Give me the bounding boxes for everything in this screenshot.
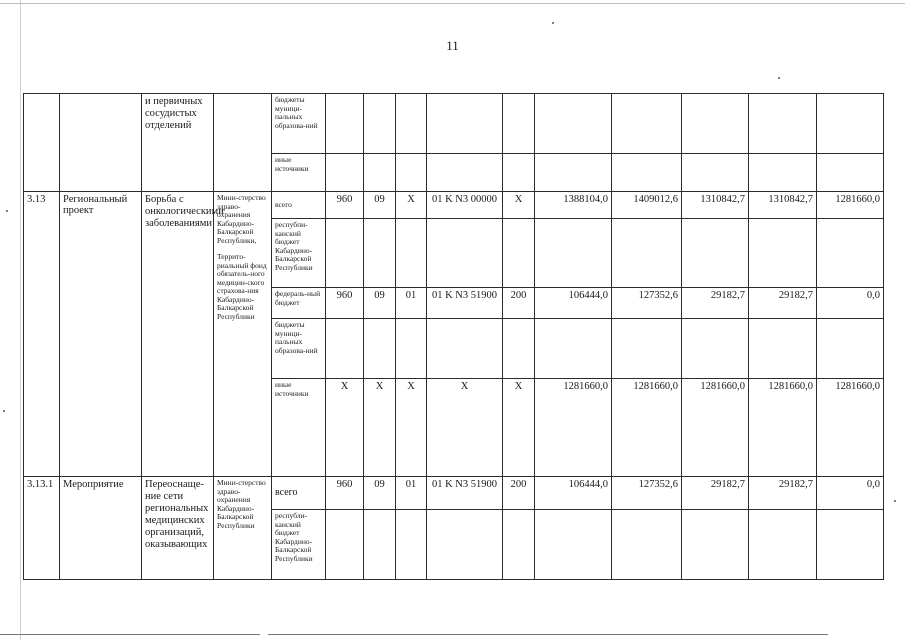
cell-source-municipal: бюджеты муници-пальных образова-ний: [272, 94, 326, 154]
cell-index: 3.13: [24, 192, 60, 477]
cell-code-expense-type: 200: [503, 288, 535, 319]
cell-value: 1281660,0: [817, 192, 884, 219]
scan-bottom-rule-left: [0, 634, 260, 635]
cell-executor: [214, 192, 272, 477]
cell-code-expense-type: 200: [503, 477, 535, 510]
cell-code-subsection: X: [396, 379, 427, 477]
cell-source-total: всего: [272, 477, 326, 510]
cell-code-section: 09: [364, 477, 396, 510]
cell-value: 1310842,7: [749, 192, 817, 219]
cell-executor: Мини-стерство здраво-охранения Кабардино-Балкарской Республики: [214, 477, 272, 580]
cell-value: 1281660,0: [749, 379, 817, 477]
table-row: [24, 94, 884, 154]
cell-code-expense-type: X: [503, 192, 535, 219]
cell-code-subsection: 01: [396, 477, 427, 510]
cell-source-total: всего: [272, 192, 326, 219]
cell-code-target: 01 K N3 51900: [427, 288, 503, 319]
executor-ministry: Мини-стерство здраво-охранения Кабардино-Балкарской Республики,: [217, 193, 266, 245]
cell-code-target: X: [427, 379, 503, 477]
cell-value: 1409012,6: [612, 192, 682, 219]
cell-index-empty: [24, 94, 60, 192]
cell-value: 127352,6: [612, 477, 682, 510]
cell-value: 0,0: [817, 477, 884, 510]
scan-speck: [894, 500, 896, 502]
cell-source-municipal: бюджеты муници-пальных образова-ний: [272, 319, 326, 379]
table-row: [24, 477, 884, 510]
cell-value: 1281660,0: [682, 379, 749, 477]
cell-type-empty: [60, 94, 142, 192]
cell-value: 127352,6: [612, 288, 682, 319]
cell-code-ministry: 960: [326, 192, 364, 219]
cell-value: 1310842,7: [682, 192, 749, 219]
cell-value: 29182,7: [682, 288, 749, 319]
cell-value: 29182,7: [749, 288, 817, 319]
budget-table: [23, 93, 884, 580]
cell-code-section: 09: [364, 192, 396, 219]
cell-value: 29182,7: [749, 477, 817, 510]
cell-value: 0,0: [817, 288, 884, 319]
cell-source-federal: федераль-ный бюджет: [272, 288, 326, 319]
cell-value: 106444,0: [535, 288, 612, 319]
scan-bottom-rule-right: [268, 634, 828, 635]
cell-value: 29182,7: [682, 477, 749, 510]
scan-edge-line: [20, 0, 21, 640]
cell-value: 1388104,0: [535, 192, 612, 219]
table-row: [24, 192, 884, 219]
cell-name: Переоснаще-ние сети региональных медицинских организаций, оказывающих: [142, 477, 214, 580]
cell-code-section: X: [364, 379, 396, 477]
scan-speck: [778, 77, 780, 79]
cell-value: 1281660,0: [535, 379, 612, 477]
cell-type: Региональный проект: [60, 192, 142, 477]
cell-code-target: 01 K N3 00000: [427, 192, 503, 219]
cell-code-ministry: X: [326, 379, 364, 477]
scan-speck: [3, 410, 5, 412]
cell-source-republic: респубпи-канский бюджет Кабардино-Балкарской Республики: [272, 219, 326, 288]
scan-speck: [6, 210, 8, 212]
cell-index: 3.13.1: [24, 477, 60, 580]
cell-code-subsection: 01: [396, 288, 427, 319]
cell-code-ministry: 960: [326, 477, 364, 510]
cell-value: 1281660,0: [817, 379, 884, 477]
cell-code-ministry: 960: [326, 288, 364, 319]
cell-code-section: 09: [364, 288, 396, 319]
cell-code-target: 01 K N3 51900: [427, 477, 503, 510]
cell-type: Мероприятие: [60, 477, 142, 580]
cell-source-other: иные источники: [272, 154, 326, 192]
executor-fund: Террито-риальный фонд обязатель-ного медицин-ского страхова-ния Кабардино-Балкарской Республики: [217, 252, 267, 321]
scan-speck: [552, 22, 554, 24]
cell-executor-empty: [214, 94, 272, 192]
cell-value: 106444,0: [535, 477, 612, 510]
cell-name: Борьба с онкологическими заболеваниями: [142, 192, 214, 477]
cell-code-expense-type: X: [503, 379, 535, 477]
cell-code-subsection: X: [396, 192, 427, 219]
cell-source-other: иные источники: [272, 379, 326, 477]
scan-top-edge: [0, 3, 905, 4]
cell-name: и первичных сосудистых отделений: [142, 94, 214, 192]
cell-source-republic: республи-канский бюджет Кабардино-Балкарской Республики: [272, 510, 326, 580]
cell-value: 1281660,0: [612, 379, 682, 477]
page-number: 11: [446, 38, 459, 53]
